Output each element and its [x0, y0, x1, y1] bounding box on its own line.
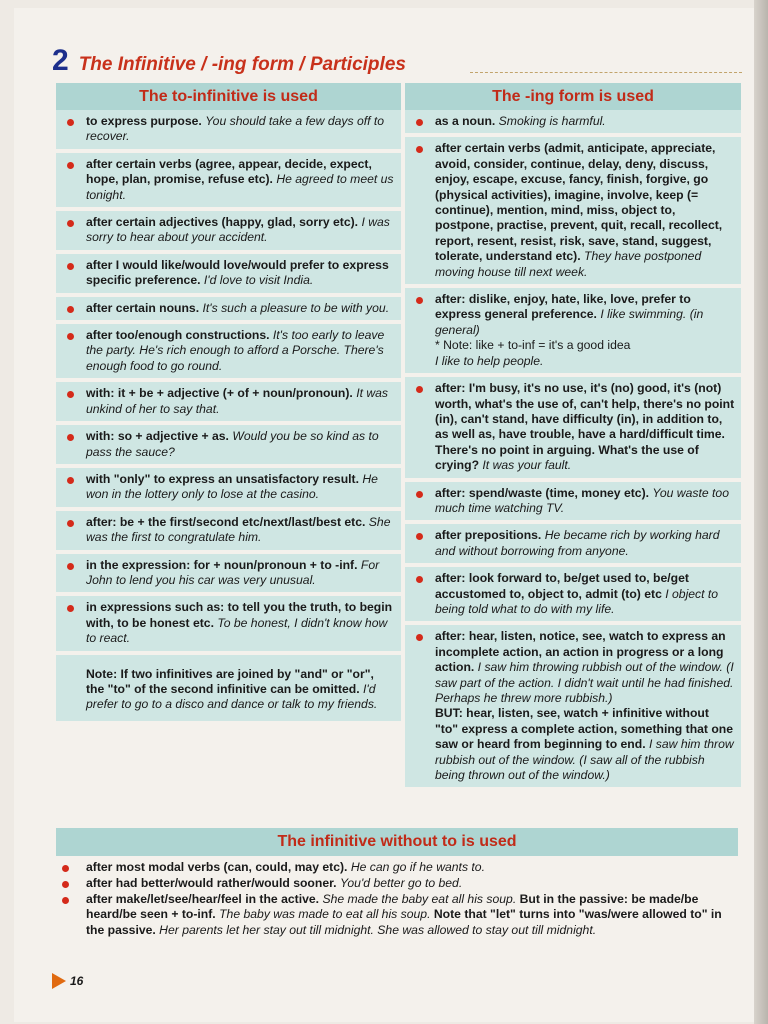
- list-item: with: it + be + adjective (+ of + noun/pronoun). It was unkind of her to say that.: [56, 382, 401, 421]
- list-item: after make/let/see/hear/feel in the active. She made the baby eat all his soup. But in the passive: be made/be heard/be seen + to-inf. The baby was made to eat all his soup. Note that "let" turns into "was/were allowed to" in the passive. Her parents let her stay out till midnight. She was allowed to stay out till midnight.: [56, 892, 738, 939]
- page-number-label: 16: [70, 974, 84, 988]
- right-column: [405, 110, 741, 791]
- list-item: after: hear, listen, notice, see, watch to express an incomplete action, an action in progress or a long action. I saw him throwing rubbish out of the window. (I saw part of the action. I didn't wait until he had finished. Perhaps he threw more rubbish.) BUT: hear, listen, see, watch + infinitive without "to" express a complete action, something that one saw or heard from beginning to end. I saw him throw rubbish out of the window. (I saw all of the rubbish being thrown out of the window.): [405, 625, 741, 787]
- arrow-right-icon: [52, 973, 66, 989]
- bullet-icon: [67, 162, 74, 169]
- bullet-icon: [67, 263, 74, 270]
- bullet-icon: [416, 386, 423, 393]
- list-item: in expressions such as: to tell you the truth, to begin with, to be honest etc. To be honest, I didn't know how to react.: [56, 596, 401, 650]
- left-column-heading: The to-infinitive is used: [56, 83, 401, 110]
- bullet-icon: [416, 576, 423, 583]
- bullet-icon: [416, 119, 423, 126]
- bullet-icon: [416, 634, 423, 641]
- list-item: after had better/would rather/would sooner. You'd better go to bed.: [56, 876, 738, 892]
- bottom-section-heading: The infinitive without to is used: [56, 828, 738, 856]
- list-item: after certain adjectives (happy, glad, sorry etc). I was sorry to hear about your accident.: [56, 211, 401, 250]
- list-item: with "only" to express an unsatisfactory result. He won in the lottery only to lose at the casino.: [56, 468, 401, 507]
- bullet-icon: [67, 333, 74, 340]
- bullet-icon: [62, 881, 69, 888]
- book-spine: [754, 0, 768, 1024]
- list-item: after: spend/waste (time, money etc). You waste too much time watching TV.: [405, 482, 741, 521]
- bullet-icon: [62, 897, 69, 904]
- chapter-number: 2: [52, 44, 69, 77]
- bullet-icon: [67, 391, 74, 398]
- list-item: after: be + the first/second etc/next/last/best etc. She was the first to congratulate him.: [56, 511, 401, 550]
- bullet-icon: [67, 563, 74, 570]
- chapter-heading: The Infinitive / -ing form / Participles: [78, 54, 406, 75]
- bullet-icon: [67, 220, 74, 227]
- page-number: [52, 973, 83, 989]
- list-item: as a noun. Smoking is harmful.: [405, 110, 741, 133]
- list-item: after I would like/would love/would prefer to express specific preference. I'd love to visit India.: [56, 254, 401, 293]
- bullet-icon: [62, 865, 69, 872]
- bullet-icon: [67, 520, 74, 527]
- list-item: after: dislike, enjoy, hate, like, love, prefer to express general preference. I like swimming. (in general) * Note: like + to-inf = it's a good idea I like to help people.: [405, 288, 741, 373]
- list-item: after certain verbs (agree, appear, decide, expect, hope, plan, promise, refuse etc). He agreed to meet us tonight.: [56, 153, 401, 207]
- right-column-heading: The -ing form is used: [405, 83, 741, 110]
- bullet-icon: [67, 434, 74, 441]
- list-item: after prepositions. He became rich by working hard and without borrowing from anyone.: [405, 524, 741, 563]
- list-item: after: I'm busy, it's no use, it's (no) good, it's (not) worth, what's the use of, can't help, there's no point (in), can't stand, have difficulty (in), in addition to, as well as, have trouble, have a hard/difficult time. There's no point in arguing. What's the use of crying? It was your fault.: [405, 377, 741, 477]
- bullet-icon: [67, 306, 74, 313]
- bullet-icon: [416, 146, 423, 153]
- bullet-icon: [67, 605, 74, 612]
- list-item: in the expression: for + noun/pronoun + to -inf. For John to lend you his car was very unusual.: [56, 554, 401, 593]
- list-item: with: so + adjective + as. Would you be so kind as to pass the sauce?: [56, 425, 401, 464]
- bottom-section-list: [56, 860, 738, 939]
- title-divider: [470, 72, 742, 74]
- bullet-icon: [67, 477, 74, 484]
- bullet-icon: [67, 119, 74, 126]
- list-item: to express purpose. You should take a few days off to recover.: [56, 110, 401, 149]
- list-item: after too/enough constructions. It's too early to leave the party. He's rich enough to afford a Porsche. There's enough food to go round.: [56, 324, 401, 378]
- list-item: after most modal verbs (can, could, may etc). He can go if he wants to.: [56, 860, 738, 876]
- left-column: [56, 110, 401, 721]
- bullet-icon: [416, 533, 423, 540]
- list-item: after: look forward to, be/get used to, be/get accustomed to, object to, admit (to) etc I object to being told what to do with my life.: [405, 567, 741, 621]
- list-item: after certain verbs (admit, anticipate, appreciate, avoid, consider, continue, delay, deny, discuss, enjoy, escape, excuse, fancy, finish, forgive, go (physical activities), imagine, involve, keep (= continue), mention, mind, miss, object to, postpone, practise, prevent, quit, recall, recollect, report, resent, resist, risk, save, stand, suggest, tolerate, understand etc). They have postponed moving house till next week.: [405, 137, 741, 284]
- infinitive-note: Note: If two infinitives are joined by "and" or "or", the "to" of the second infinitive can be omitted. I'd prefer to go to a disco and dance or talk to my friends.: [56, 655, 401, 721]
- list-item: after certain nouns. It's such a pleasure to be with you.: [56, 297, 401, 320]
- bullet-icon: [416, 491, 423, 498]
- bullet-icon: [416, 297, 423, 304]
